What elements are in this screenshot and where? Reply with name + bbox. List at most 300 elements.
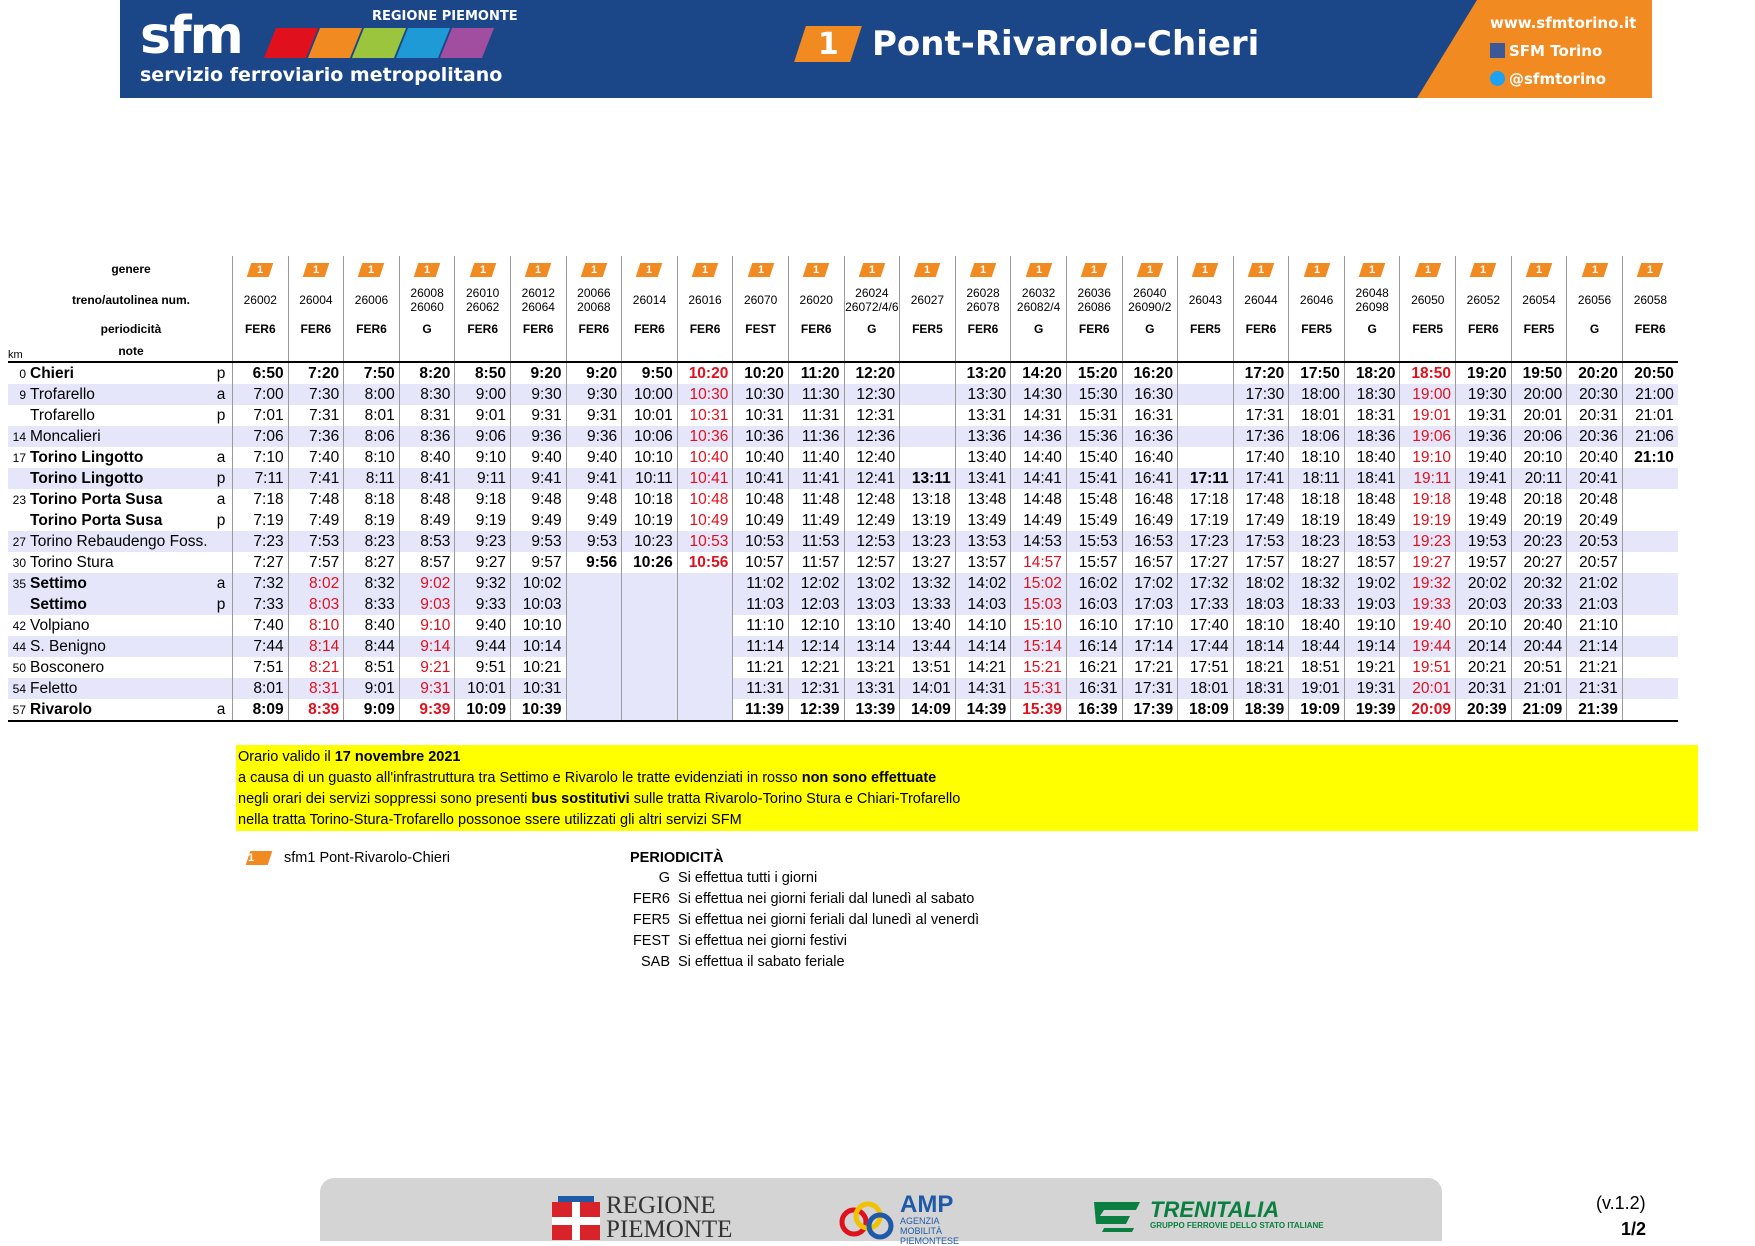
time-cell: 19:57 (1456, 552, 1512, 573)
time-cell: 14:01 (900, 678, 956, 699)
train-number: 26014 (632, 293, 667, 307)
time-cell: 13:36 (955, 426, 1011, 447)
time-cell: 20:11 (1511, 468, 1567, 489)
station-km: 30 (12, 555, 26, 570)
train-header-cell (1289, 340, 1345, 362)
time-cell: 20:02 (1456, 573, 1512, 594)
time-cell: 14:21 (955, 657, 1011, 678)
time-cell: 13:31 (955, 405, 1011, 426)
time-cell: 20:57 (1567, 552, 1623, 573)
time-cell: 16:30 (1122, 384, 1178, 405)
time-cell: 9:01 (455, 405, 511, 426)
station-name: Moncalieri (30, 426, 210, 447)
station-name: Torino Lingotto (30, 448, 144, 466)
time-cell: 8:50 (455, 362, 511, 384)
time-cell: 21:21 (1567, 657, 1623, 678)
train-header-cell (1289, 282, 1345, 318)
time-cell: 17:49 (1233, 510, 1289, 531)
time-cell: 20:10 (1456, 615, 1512, 636)
time-cell: 12:53 (844, 531, 900, 552)
train-number: 26048 (1355, 286, 1389, 300)
time-cell: 18:33 (1289, 594, 1345, 615)
train-number: 26024 (855, 286, 889, 300)
train-periodicity: FER6 (1233, 318, 1289, 340)
time-cell: 9:39 (399, 699, 455, 721)
time-cell: 19:48 (1456, 489, 1512, 510)
train-header-cell (1122, 282, 1178, 318)
train-header-cell (1178, 340, 1234, 362)
time-cell: 7:06 (233, 426, 289, 447)
train-periodicity: FEST (733, 318, 789, 340)
time-cell: 8:36 (399, 426, 455, 447)
train-header-cell (566, 256, 622, 282)
time-cell (566, 636, 622, 657)
time-cell: 12:14 (788, 636, 844, 657)
time-cell (677, 699, 733, 721)
time-cell: 13:48 (955, 489, 1011, 510)
time-cell: 21:09 (1511, 699, 1567, 721)
train-periodicity: FER6 (1066, 318, 1122, 340)
sfm1-logo-icon: 1 (970, 263, 997, 277)
time-cell: 16:49 (1122, 510, 1178, 531)
time-cell: 10:30 (677, 384, 733, 405)
time-cell: 7:48 (288, 489, 344, 510)
time-cell: 13:57 (955, 552, 1011, 573)
time-cell: 15:41 (1066, 468, 1122, 489)
time-cell: 14:48 (1011, 489, 1067, 510)
time-cell: 21:39 (1567, 699, 1623, 721)
train-number: 26008 (410, 286, 444, 300)
time-cell (677, 615, 733, 636)
time-cell: 14:39 (955, 699, 1011, 721)
time-cell: 19:33 (1400, 594, 1456, 615)
time-cell: 18:10 (1289, 447, 1345, 468)
time-cell: 19:06 (1400, 426, 1456, 447)
table-row (8, 384, 1678, 405)
periodicity-code: FER6 (632, 891, 670, 907)
route-name: Pont-Rivarolo-Chieri (872, 24, 1260, 64)
train-header-cell (455, 340, 511, 362)
train-periodicity: G (399, 318, 455, 340)
time-cell: 19:10 (1344, 615, 1400, 636)
time-cell: 21:02 (1567, 573, 1623, 594)
time-cell: 10:53 (733, 531, 789, 552)
time-cell: 7:33 (233, 594, 289, 615)
train-header-cell (1567, 282, 1623, 318)
time-cell: 10:01 (455, 678, 511, 699)
train-header-cell (344, 340, 400, 362)
time-cell: 19:32 (1400, 573, 1456, 594)
train-number: 26056 (1577, 293, 1612, 307)
train-header-cell (1011, 282, 1067, 318)
train-periodicity: FER5 (900, 318, 956, 340)
time-cell: 16:21 (1066, 657, 1122, 678)
train-header-cell (844, 340, 900, 362)
train-number: 26052 (1466, 293, 1501, 307)
station-km (8, 468, 30, 489)
time-cell: 7:11 (233, 468, 289, 489)
train-periodicity: FER5 (1178, 318, 1234, 340)
periodicity-code: FEST (632, 933, 670, 949)
time-cell: 17:41 (1233, 468, 1289, 489)
facebook-link[interactable]: SFM Torino (1490, 37, 1640, 65)
time-cell: 8:31 (399, 405, 455, 426)
train-number-2: 26082/4 (1016, 300, 1061, 314)
station-km: 23 (12, 492, 26, 507)
periodicity-code: FER5 (632, 912, 670, 928)
time-cell: 18:44 (1289, 636, 1345, 657)
time-cell: 19:31 (1344, 678, 1400, 699)
time-cell: 18:01 (1178, 678, 1234, 699)
time-cell: 10:40 (733, 447, 789, 468)
time-cell: 18:21 (1233, 657, 1289, 678)
train-header-cell (1122, 256, 1178, 282)
periodicity-title: PERIODICITÀ (630, 850, 724, 866)
time-cell: 18:03 (1233, 594, 1289, 615)
arr-dep-flag (210, 531, 233, 552)
time-cell: 9:31 (399, 678, 455, 699)
time-cell: 18:00 (1289, 384, 1345, 405)
sfm1-logo-icon: 1 (1470, 263, 1497, 277)
periodicity-item (630, 910, 979, 931)
piemonte-flag-icon (552, 1196, 600, 1240)
train-header-cell (733, 256, 789, 282)
time-cell: 9:44 (455, 636, 511, 657)
time-cell: 15:48 (1066, 489, 1122, 510)
time-cell: 10:56 (677, 552, 733, 573)
train-periodicity: FER6 (233, 318, 289, 340)
train-header-cell (1456, 340, 1512, 362)
time-cell: 8:48 (399, 489, 455, 510)
time-cell: 19:30 (1456, 384, 1512, 405)
time-cell: 15:30 (1066, 384, 1122, 405)
time-cell: 10:41 (733, 468, 789, 489)
periodicity-desc: Si effettua tutti i giorni (678, 870, 818, 886)
time-cell (677, 678, 733, 699)
train-header-cell (1178, 256, 1234, 282)
time-cell: 12:31 (844, 405, 900, 426)
time-cell: 19:41 (1456, 468, 1512, 489)
time-cell: 16:03 (1066, 594, 1122, 615)
time-cell: 20:40 (1511, 615, 1567, 636)
sfm1-logo-icon: 1 (859, 263, 886, 277)
train-number-2: 26064 (521, 300, 555, 314)
train-header-cell (510, 340, 566, 362)
train-number: 26043 (1188, 293, 1223, 307)
time-cell: 14:41 (1011, 468, 1067, 489)
time-cell: 8:19 (344, 510, 400, 531)
time-cell (900, 447, 956, 468)
header-row-genere (8, 256, 1678, 282)
time-cell: 10:57 (733, 552, 789, 573)
time-cell: 8:00 (344, 384, 400, 405)
time-cell: 9:50 (622, 362, 678, 384)
time-cell: 10:09 (455, 699, 511, 721)
time-cell: 13:11 (900, 468, 956, 489)
time-cell: 10:20 (733, 362, 789, 384)
time-cell: 18:48 (1344, 489, 1400, 510)
twitter-link[interactable]: @sfmtorino (1490, 65, 1640, 93)
arr-dep-flag (210, 678, 233, 699)
time-cell: 15:03 (1011, 594, 1067, 615)
time-cell: 17:23 (1178, 531, 1234, 552)
time-cell: 14:10 (955, 615, 1011, 636)
table-row (8, 657, 1678, 678)
time-cell: 20:53 (1567, 531, 1623, 552)
time-cell: 19:36 (1456, 426, 1512, 447)
time-cell: 18:50 (1400, 362, 1456, 384)
time-cell: 11:20 (788, 362, 844, 384)
time-cell: 17:51 (1178, 657, 1234, 678)
time-cell: 13:18 (900, 489, 956, 510)
time-cell: 18:31 (1233, 678, 1289, 699)
time-cell: 8:40 (399, 447, 455, 468)
time-cell: 20:51 (1511, 657, 1567, 678)
time-cell: 13:19 (900, 510, 956, 531)
time-cell: 9:02 (399, 573, 455, 594)
time-cell: 8:40 (344, 615, 400, 636)
notice-line-2: a causa di un guasto all'infrastruttura tra Settimo e Rivarolo le tratte evidenziati in rosso non sono effettuate (238, 770, 937, 786)
time-cell: 18:39 (1233, 699, 1289, 721)
time-cell: 11:31 (733, 678, 789, 699)
website-link[interactable]: www.sfmtorino.it (1490, 14, 1637, 32)
time-cell: 9:53 (566, 531, 622, 552)
km-header (8, 282, 30, 318)
time-cell: 18:10 (1233, 615, 1289, 636)
time-cell: 18:57 (1344, 552, 1400, 573)
time-cell: 20:36 (1567, 426, 1623, 447)
time-cell: 19:21 (1344, 657, 1400, 678)
time-cell: 18:41 (1344, 468, 1400, 489)
arr-dep-flag (210, 426, 233, 447)
time-cell (1622, 594, 1678, 615)
time-cell: 10:00 (622, 384, 678, 405)
time-cell: 14:14 (955, 636, 1011, 657)
time-cell: 9:33 (455, 594, 511, 615)
time-cell: 10:10 (510, 615, 566, 636)
time-cell (1178, 384, 1234, 405)
time-cell: 19:09 (1289, 699, 1345, 721)
periodicity-item (630, 952, 979, 973)
sfm1-logo-icon: 1 (303, 263, 330, 277)
time-cell: 11:39 (733, 699, 789, 721)
sfm1-logo-icon: 1 (1025, 263, 1052, 277)
time-cell: 14:57 (1011, 552, 1067, 573)
time-cell: 9:23 (455, 531, 511, 552)
time-cell (1622, 615, 1678, 636)
time-cell: 7:50 (344, 362, 400, 384)
time-cell: 20:40 (1567, 447, 1623, 468)
time-cell: 7:10 (233, 447, 289, 468)
time-cell: 19:02 (1344, 573, 1400, 594)
train-periodicity: FER6 (288, 318, 344, 340)
time-cell: 8:02 (288, 573, 344, 594)
periodicity-desc: Si effettua nei giorni feriali dal lunedì al sabato (678, 891, 975, 907)
time-cell: 17:02 (1122, 573, 1178, 594)
time-cell: 18:40 (1344, 447, 1400, 468)
train-header-cell (1233, 282, 1289, 318)
time-cell: 15:31 (1011, 678, 1067, 699)
train-header-cell (288, 256, 344, 282)
train-header-cell (1400, 282, 1456, 318)
time-cell (677, 636, 733, 657)
time-cell: 16:53 (1122, 531, 1178, 552)
time-cell: 15:39 (1011, 699, 1067, 721)
train-header-cell (288, 282, 344, 318)
train-header-cell (1567, 256, 1623, 282)
train-header-cell (1400, 256, 1456, 282)
time-cell: 19:18 (1400, 489, 1456, 510)
time-cell (1178, 405, 1234, 426)
station-km (8, 510, 30, 531)
sfm1-logo-icon: 1 (692, 263, 719, 277)
time-cell: 9:03 (399, 594, 455, 615)
time-cell: 18:18 (1289, 489, 1345, 510)
time-cell: 13:27 (900, 552, 956, 573)
amp-mark-icon (838, 1198, 894, 1242)
time-cell: 10:49 (677, 510, 733, 531)
time-cell: 11:53 (788, 531, 844, 552)
time-cell: 18:02 (1233, 573, 1289, 594)
train-header-cell (955, 340, 1011, 362)
time-cell: 12:40 (844, 447, 900, 468)
time-cell: 7:18 (233, 489, 289, 510)
train-periodicity: FER6 (510, 318, 566, 340)
time-cell: 17:57 (1233, 552, 1289, 573)
time-cell: 17:31 (1233, 405, 1289, 426)
time-cell: 10:19 (622, 510, 678, 531)
time-cell: 12:36 (844, 426, 900, 447)
time-cell (566, 699, 622, 721)
train-header-cell (844, 282, 900, 318)
station-name: Settimo (30, 573, 210, 594)
train-header-cell (788, 340, 844, 362)
time-cell: 10:31 (677, 405, 733, 426)
time-cell: 8:01 (344, 405, 400, 426)
service-notice (236, 745, 1698, 831)
station-km (8, 405, 30, 426)
table-row (8, 426, 1678, 447)
sfm1-logo-icon: 1 (469, 263, 496, 277)
arr-dep-flag: a (210, 573, 233, 594)
km-header: km (8, 349, 23, 361)
train-header-cell (733, 340, 789, 362)
time-cell: 7:57 (288, 552, 344, 573)
time-cell: 10:36 (677, 426, 733, 447)
time-cell: 16:02 (1066, 573, 1122, 594)
time-cell: 18:49 (1344, 510, 1400, 531)
time-cell: 20:03 (1456, 594, 1512, 615)
time-cell (1622, 699, 1678, 721)
arr-dep-flag: p (210, 468, 233, 489)
time-cell: 20:30 (1567, 384, 1623, 405)
train-periodicity: G (1122, 318, 1178, 340)
time-cell: 9:36 (510, 426, 566, 447)
train-periodicity: FER6 (622, 318, 678, 340)
train-number: 26010 (465, 286, 500, 300)
time-cell: 20:41 (1567, 468, 1623, 489)
time-cell: 8:23 (344, 531, 400, 552)
time-cell: 20:00 (1511, 384, 1567, 405)
time-cell: 8:09 (233, 699, 289, 721)
station-km (8, 594, 30, 615)
time-cell: 17:40 (1233, 447, 1289, 468)
train-header-cell (344, 282, 400, 318)
train-periodicity: FER6 (566, 318, 622, 340)
table-row (8, 678, 1678, 699)
time-cell: 8:53 (399, 531, 455, 552)
region-label: REGIONE PIEMONTE (372, 9, 518, 24)
time-cell: 9:41 (566, 468, 622, 489)
time-cell: 16:10 (1066, 615, 1122, 636)
time-cell: 18:31 (1344, 405, 1400, 426)
train-periodicity: FER6 (344, 318, 400, 340)
train-header-cell (900, 256, 956, 282)
station-km: 27 (8, 531, 30, 552)
train-periodicity: FER5 (1400, 318, 1456, 340)
time-cell (677, 594, 733, 615)
time-cell: 17:44 (1178, 636, 1234, 657)
time-cell: 16:48 (1122, 489, 1178, 510)
periodicity-desc: Si effettua nei giorni feriali dal lunedì al venerdì (678, 912, 980, 928)
arr-dep-flag: p (210, 594, 233, 615)
time-cell: 8:14 (288, 636, 344, 657)
train-header-cell (1622, 340, 1678, 362)
train-header-cell (1066, 256, 1122, 282)
time-cell: 9:10 (399, 615, 455, 636)
train-header-cell (399, 282, 455, 318)
train-number: 26002 (243, 293, 277, 307)
time-cell: 11:41 (788, 468, 844, 489)
time-cell: 17:32 (1178, 573, 1234, 594)
station-name: Trofarello (30, 406, 95, 424)
train-number: 26036 (1077, 286, 1111, 300)
time-cell: 11:03 (733, 594, 789, 615)
time-cell: 19:39 (1344, 699, 1400, 721)
sfm1-logo-icon: 1 (247, 263, 274, 277)
arr-dep-flag: a (210, 699, 233, 721)
train-number: 20066 (577, 286, 611, 300)
header-banner (120, 0, 1652, 98)
time-cell (900, 384, 956, 405)
time-cell: 17:18 (1178, 489, 1234, 510)
header-label-genere: genere (111, 262, 151, 276)
periodicity-item (630, 889, 979, 910)
time-cell (622, 678, 678, 699)
time-cell (1178, 447, 1234, 468)
sfm1-logo-icon: 1 (803, 263, 830, 277)
station-km: 50 (12, 660, 26, 675)
train-header-cell (1622, 282, 1678, 318)
time-cell (566, 594, 622, 615)
time-cell: 17:19 (1178, 510, 1234, 531)
train-header-cell (1344, 256, 1400, 282)
version-label: (v.1.2) (1596, 1193, 1646, 1213)
time-cell: 20:09 (1400, 699, 1456, 721)
train-header-cell (1289, 256, 1345, 282)
train-number: 26058 (1633, 293, 1668, 307)
time-cell: 14:09 (900, 699, 956, 721)
time-cell: 19:31 (1456, 405, 1512, 426)
time-cell: 20:50 (1622, 362, 1678, 384)
time-cell: 17:33 (1178, 594, 1234, 615)
station-km: 9 (8, 384, 30, 405)
time-cell: 17:53 (1233, 531, 1289, 552)
time-cell: 15:57 (1066, 552, 1122, 573)
time-cell: 20:06 (1511, 426, 1567, 447)
station-name: Torino Stura (30, 553, 114, 571)
station-km: 17 (12, 450, 26, 465)
